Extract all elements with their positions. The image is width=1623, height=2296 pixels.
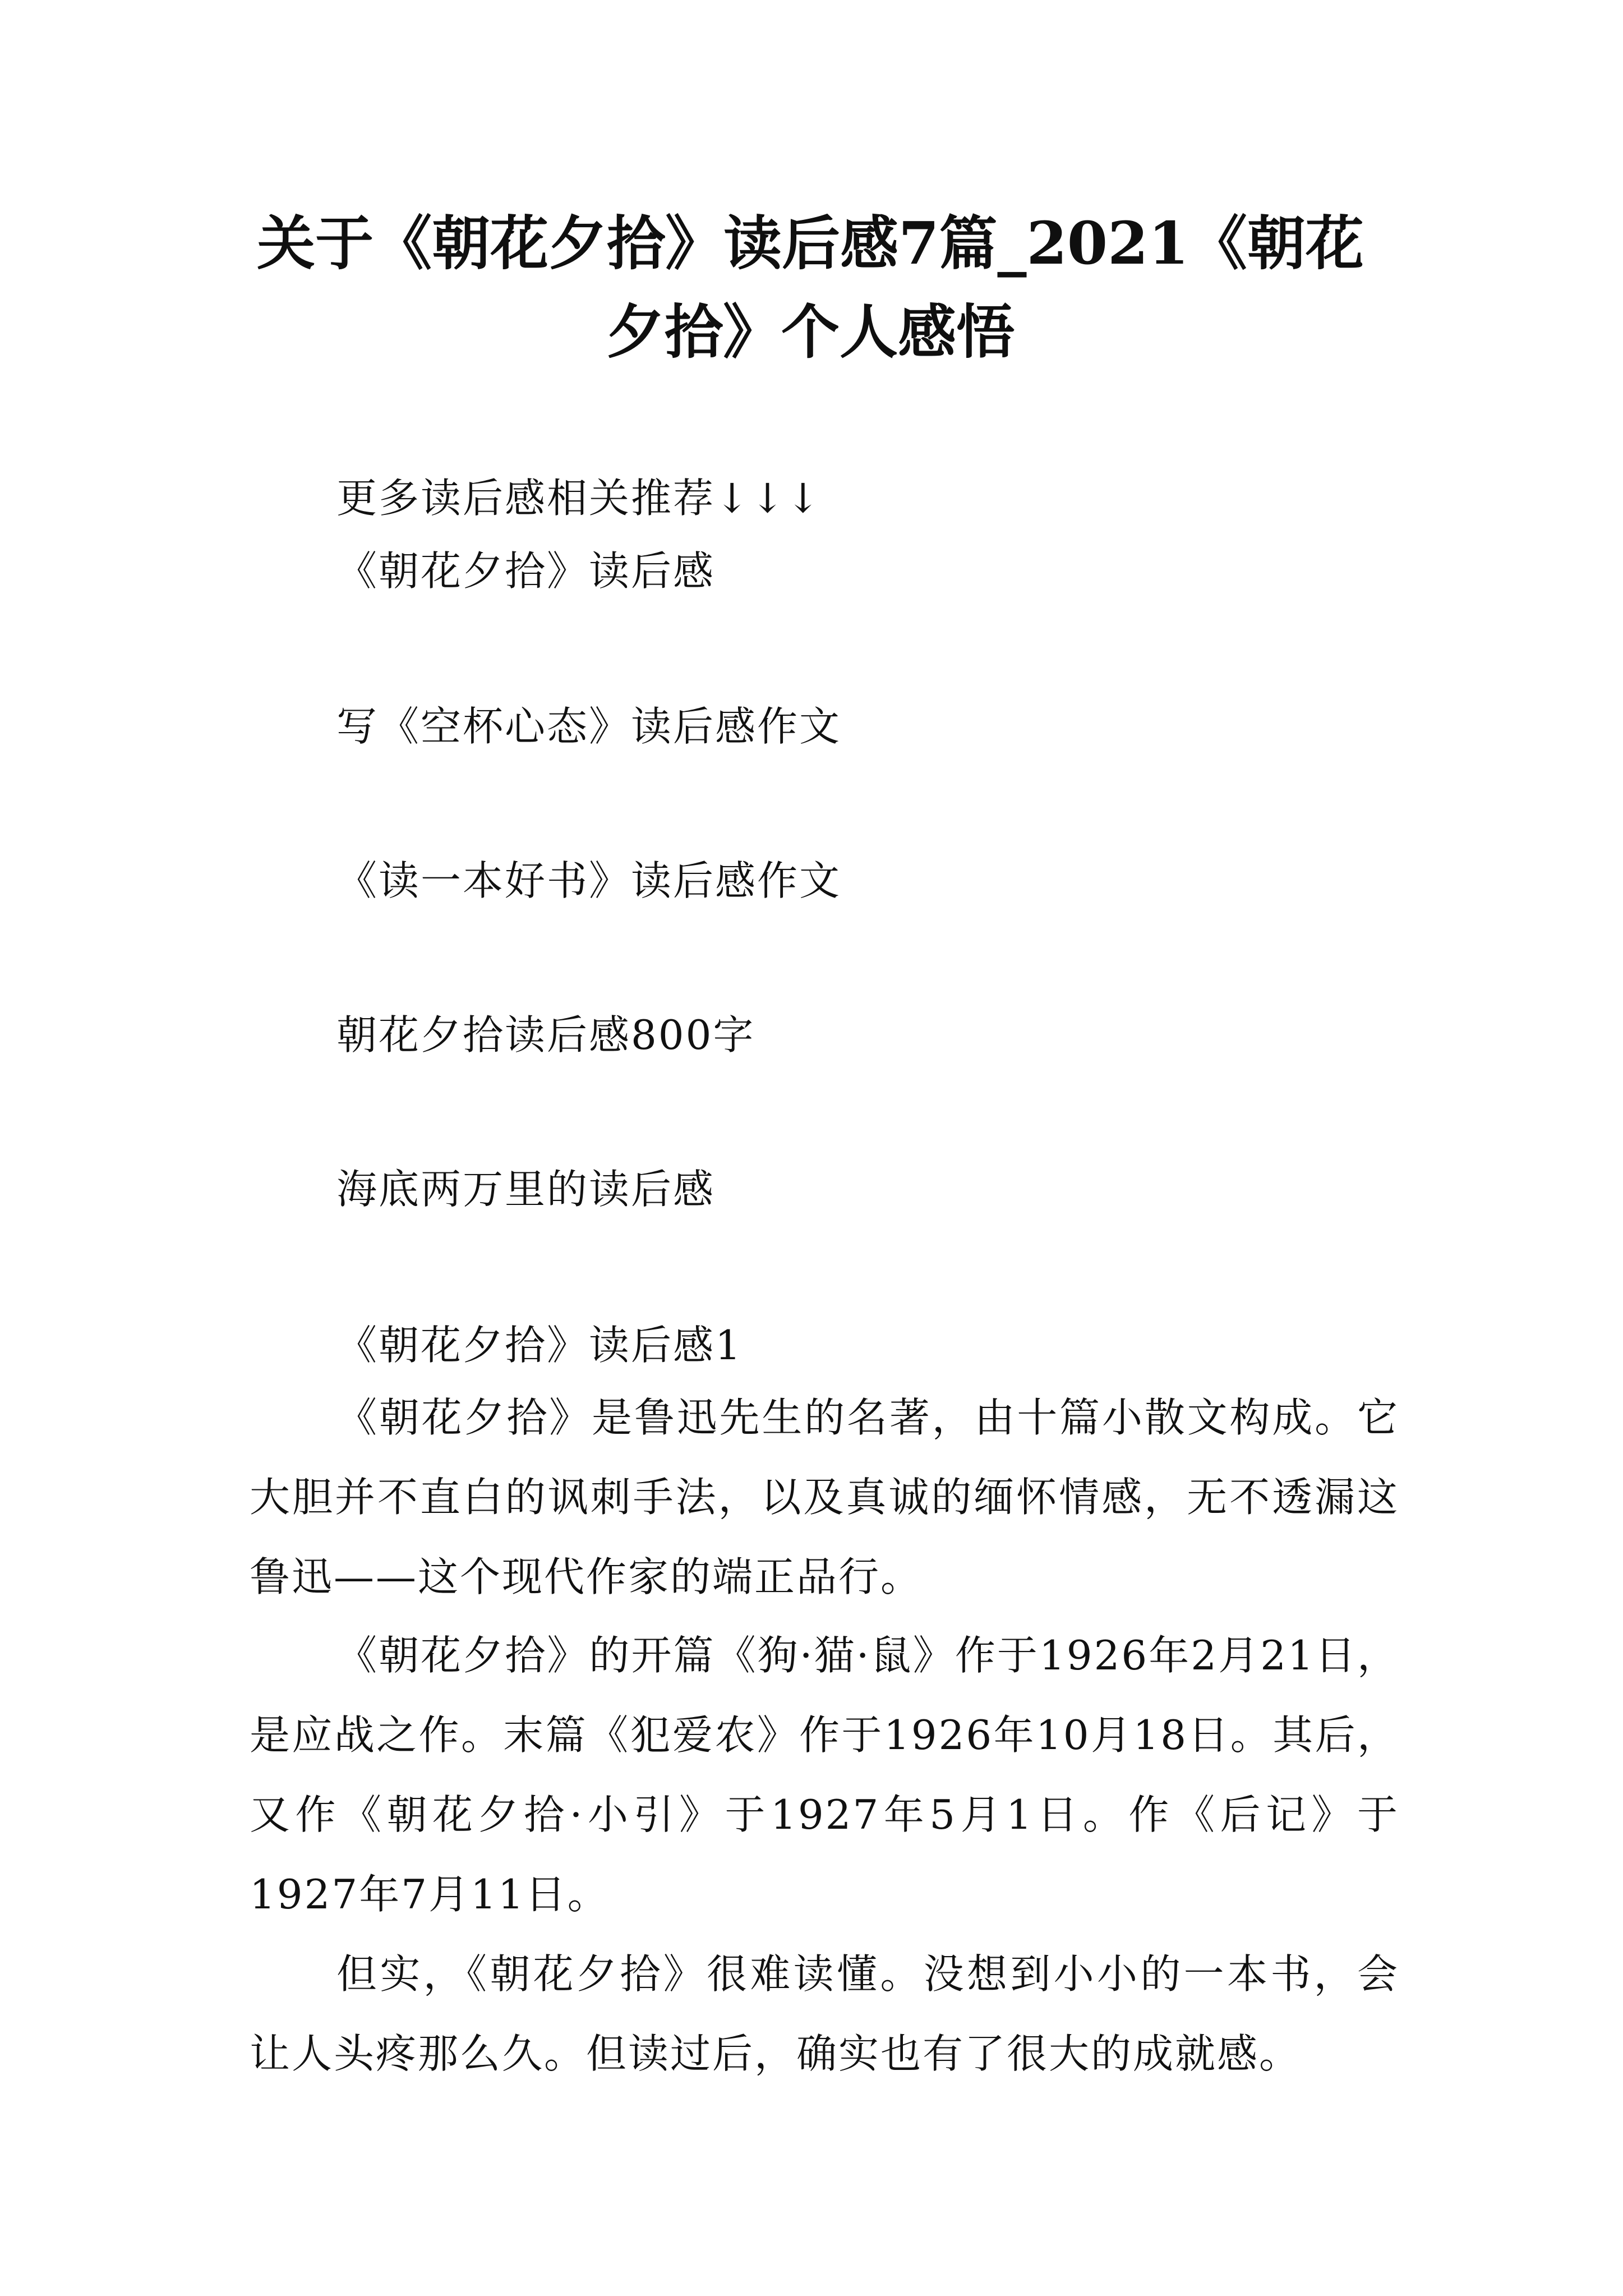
section-heading: 《朝花夕拾》读后感1 — [336, 1322, 743, 1369]
recommend-header: 更多读后感相关推荐↓↓↓ — [336, 475, 822, 522]
body-paragraph: 但实，《朝花夕拾》很难读懂。没想到小小的一本书，会让人头疼那么久。但读过后，确实也有了很大的成就感。 — [250, 1950, 1399, 2077]
recommend-link[interactable]: 写《空杯心态》读后感作文 — [336, 703, 842, 750]
recommend-link[interactable]: 《朝花夕拾》读后感 — [336, 547, 716, 595]
document-title: 关于《朝花夕拾》读后感7篇_2021《朝花夕拾》个人感悟 — [257, 209, 1364, 366]
recommend-link[interactable]: 朝花夕拾读后感800字 — [336, 1011, 755, 1059]
body-paragraph: 《朝花夕拾》的开篇《狗·猫·鼠》作于1926年2月21日，是应战之作。末篇《犯爱农》作于1926年10月18日。其后，又作《朝花夕拾·小引》于1927年5月1日。作《后记》于1927年7月11日。 — [250, 1632, 1399, 1918]
recommend-link[interactable]: 《读一本好书》读后感作文 — [336, 857, 842, 904]
body-paragraph: 《朝花夕拾》是鲁迅先生的名著，由十篇小散文构成。它大胆并不直白的讽刺手法，以及真诚的缅怀情感，无不透漏这鲁迅——这个现代作家的端正品行。 — [250, 1394, 1399, 1600]
recommend-link[interactable]: 海底两万里的读后感 — [336, 1166, 716, 1213]
